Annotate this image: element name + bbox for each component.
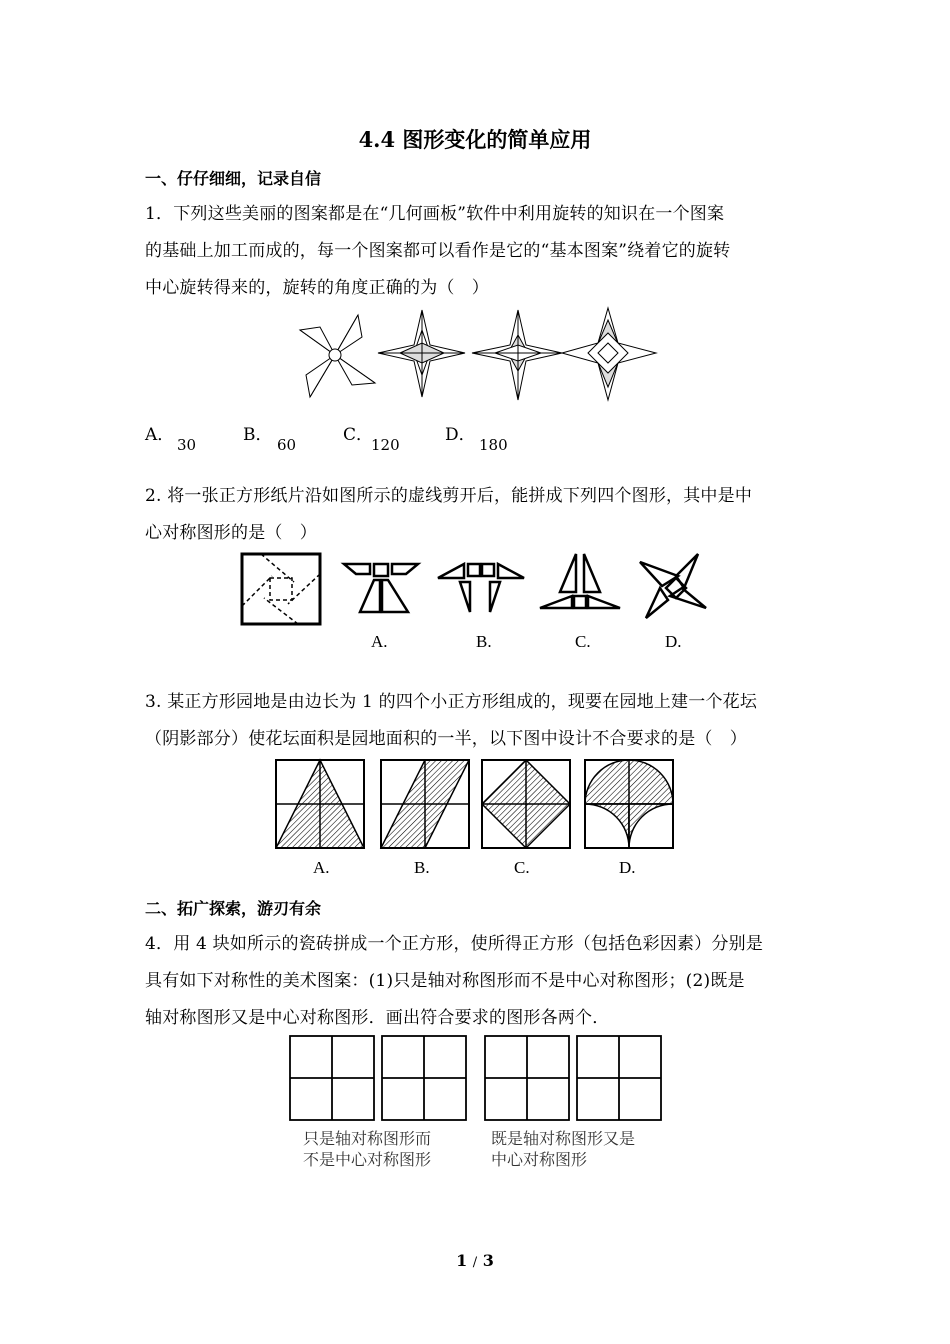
q4-caption-left [303,1128,431,1170]
q1-option-a-value: 30 [177,436,197,454]
q1-option-d[interactable] [445,420,476,445]
q1-line-3: 中心旋转得来的，旋转的角度正确的为（ ） [145,278,489,298]
page-total: 3 [482,1251,494,1270]
page-separator: / [472,1255,478,1270]
q1-star-patterns-figure [290,305,660,405]
page-number [0,1251,950,1270]
shape-a [344,564,418,612]
q1-option-c-value: 120 [371,436,400,454]
q4-caption-right-line-1: 既是轴对称图形又是 [491,1129,636,1148]
q1-option-a[interactable] [145,420,174,445]
q4-line-2: 具有如下对称性的美术图案：(1)只是轴对称图形而不是中心对称图形；(2)既是 [145,971,745,991]
q2-label-b: B. [476,632,492,651]
design-d [585,760,673,848]
dashed-square [242,554,320,624]
shape-b [438,564,524,612]
q3-label-a: A. [313,858,330,877]
q3-line-2: （阴影部分）使花坛面积是园地面积的一半，以下图中设计不合要求的是（ ） [145,729,747,749]
star-pattern-a [300,315,375,397]
q1-option-b[interactable] [243,420,273,445]
blank-grid-2 [382,1036,466,1120]
q1-option-d-value: 180 [479,436,508,454]
section-2-heading: 二、拓广探索，游刃有余 [145,899,322,918]
q3-garden-designs-figure [275,757,685,852]
q2-cut-square-figure [236,548,716,628]
star-pattern-b [378,310,465,397]
shape-c [540,554,620,608]
q2-label-d: D. [665,632,682,651]
q2-label-c: C. [575,632,591,651]
q3-label-c: C. [514,858,530,877]
q2-line-1: 2. 将一张正方形纸片沿如图所示的虚线剪开后，能拼成下列四个图形，其中是中 [145,486,753,506]
page-current: 1 [456,1251,468,1270]
q4-line-1: 4．用 4 块如所示的瓷砖拼成一个正方形，使所得正方形（包括色彩因素）分别是 [145,934,764,954]
page-title: 4.4 图形变化的简单应用 [358,127,592,152]
star-pattern-d [562,308,656,400]
q1-option-c[interactable] [343,420,373,445]
q1-option-c-label: C． [343,425,374,445]
design-b [381,760,469,848]
q1-option-b-value: 60 [277,436,297,454]
shape-d [640,554,706,618]
q1-option-d-label: D． [445,425,476,445]
q2-label-a: A. [371,632,388,651]
blank-grid-4 [577,1036,661,1120]
star-pattern-c [472,310,562,400]
blank-grid-3 [485,1036,569,1120]
q1-option-a-label: A． [145,425,175,445]
q4-blank-grids-figure [288,1034,664,1124]
design-c [482,760,570,848]
q3-line-1: 3. 某正方形园地是由边长为 1 的四个小正方形组成的，现要在园地上建一个花坛 [145,692,758,712]
q2-line-2: 心对称图形的是（ ） [145,523,317,543]
q4-line-3: 轴对称图形又是中心对称图形．画出符合要求的图形各两个． [145,1008,610,1028]
q4-caption-right [491,1128,635,1170]
q1-line-1: 1．下列这些美丽的图案都是在“几何画板”软件中利用旋转的知识在一个图案 [145,204,725,224]
q1-line-2: 的基础上加工而成的，每一个图案都可以看作是它的“基本图案”绕着它的旋转 [145,241,731,261]
design-a [276,760,364,848]
q3-label-d: D. [619,858,636,877]
q4-caption-left-line-2: 不是中心对称图形 [303,1150,432,1169]
section-1-heading: 一、仔仔细细，记录自信 [145,169,322,188]
blank-grid-1 [290,1036,374,1120]
q3-label-b: B. [414,858,430,877]
q1-option-b-label: B． [243,425,273,445]
q4-caption-left-line-1: 只是轴对称图形而 [303,1129,432,1148]
q4-caption-right-line-2: 中心对称图形 [491,1150,588,1169]
